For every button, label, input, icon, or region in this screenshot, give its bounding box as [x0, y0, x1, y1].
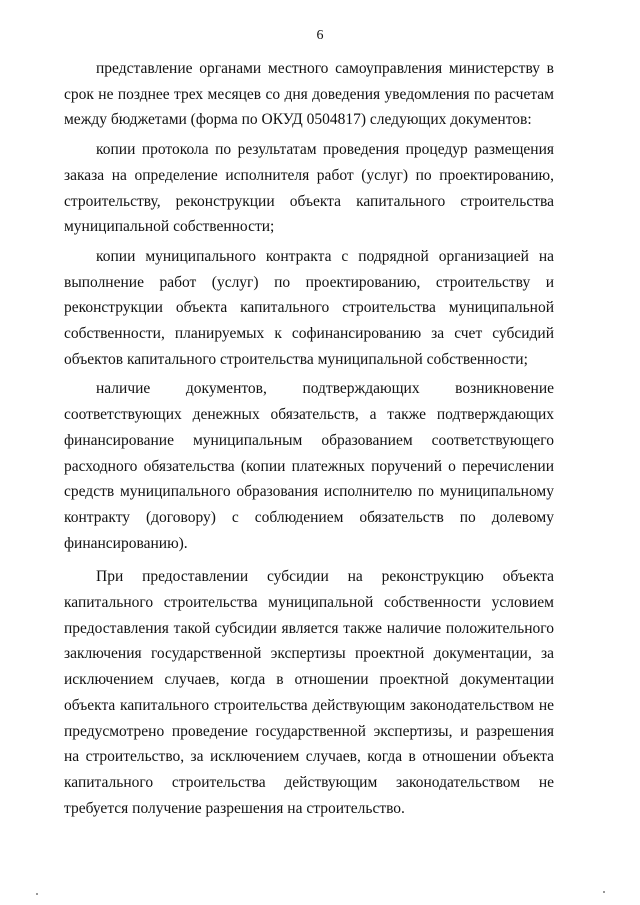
paragraph-documents-intro: представление органами местного самоуправления министерству в срок не позднее трех месяцев со дня доведения уведомления по расчетам между бюджетами (форма по ОКУД 0504817) следующих документов: [64, 60, 554, 129]
scan-speck [36, 893, 38, 895]
scan-speck [603, 891, 605, 893]
paragraph-protocol-copies: копии протокола по результатам проведения процедур размещения заказа на определение исполнителя работ (услуг) по проектированию, строительству, реконструкции объекта капитального строительства муниципальной собственности; [64, 141, 554, 236]
paragraph-reconstruction-subsidy: При предоставлении субсидии на реконструкцию объекта капитального строительства муниципальной собственности условием предоставления такой субсидии является также наличие положительного заключения государственной экспертизы проектной документации, за исключением случаев, когда в отношении проектной документации объекта капитального строительства действующим законодательством не предусмотрено проведение государственной экспертизы, и разрешения на строительство, за исключением случаев, когда в отношении объекта капитального строительства действующим законодательством не требуется получение разрешения на строительство. [64, 568, 554, 817]
paragraph-contract-copies: копии муниципального контракта с подрядной организацией на выполнение работ (услуг) по проектированию, строительству и реконструкции объекта капитального строительства муниципальной собственности, планируемых к софинансированию за счет субсидий объектов капитального строительства муниципальной собственности; [64, 247, 554, 368]
paragraph-obligations-documents: наличие документов, подтверждающих возникновение соответствующих денежных обязательств, а также подтверждающих финансирование муниципальным образованием соответствующего расходного обязательства (копии платежных поручений о перечислении средств муниципального образования исполнителю по муниципальному контракту (договору) с соблюдением обязательств по долевому финансированию). [64, 380, 554, 552]
page-number: 6 [316, 28, 324, 43]
document-body [64, 56, 554, 821]
